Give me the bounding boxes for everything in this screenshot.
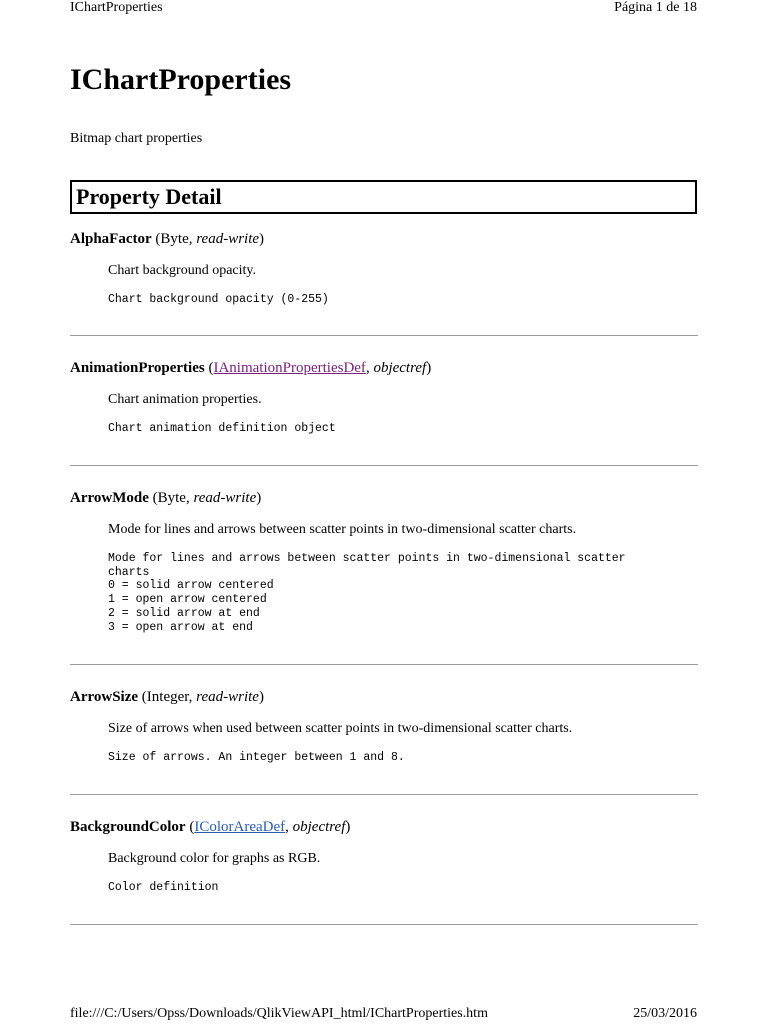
property-description: Size of arrows when used between scatter points in two-dimensional scatter charts.	[108, 721, 573, 736]
property-heading: AnimationProperties (IAnimationPropertiesDef, objectref)	[70, 360, 432, 376]
property-name: AnimationProperties	[70, 360, 205, 376]
property-type: Byte	[157, 490, 186, 506]
property-description: Background color for graphs as RGB.	[108, 851, 321, 866]
property-heading: BackgroundColor (IColorAreaDef, objectref)	[70, 819, 351, 835]
property-code: Mode for lines and arrows between scatter points in two-dimensional scatter charts 0 = solid arrow centered 1 = open arrow centered 2 = solid arrow at end 3 = open arrow at end	[108, 552, 626, 634]
property-heading: AlphaFactor (Byte, read-write)	[70, 231, 265, 247]
property-access: objectref	[292, 819, 346, 835]
property-access: read-write	[196, 689, 259, 705]
divider	[70, 794, 698, 795]
property-type-link[interactable]: IAnimationPropertiesDef	[213, 360, 366, 376]
property-access: read-write	[193, 490, 257, 506]
page-subtitle: Bitmap chart properties	[70, 131, 203, 146]
property-access: objectref	[373, 360, 427, 376]
property-code: Chart background opacity (0-255)	[108, 293, 329, 306]
header-doc-name: IChartProperties	[70, 0, 163, 15]
property-name: ArrowSize	[70, 689, 139, 705]
footer-date: 25/03/2016	[633, 1006, 697, 1021]
property-arrowmode	[70, 488, 698, 634]
property-description: Chart background opacity.	[108, 263, 256, 278]
property-type: Byte	[160, 231, 189, 247]
header-page-label: Página 1 de 18	[614, 0, 697, 15]
property-description: Mode for lines and arrows between scatter points in two-dimensional scatter charts.	[108, 522, 577, 537]
property-code: Size of arrows. An integer between 1 and 8.	[108, 751, 405, 764]
divider	[70, 335, 698, 336]
property-animationproperties	[70, 358, 698, 436]
property-arrowsize	[70, 687, 698, 765]
property-heading: ArrowSize (Integer, read-write)	[70, 689, 264, 705]
divider	[70, 465, 698, 466]
property-type: Integer	[146, 689, 189, 705]
property-code: Color definition	[108, 881, 219, 894]
footer-file-path: file:///C:/Users/Opss/Downloads/QlikViewAPI_html/IChartProperties.htm	[70, 1006, 488, 1021]
property-name: AlphaFactor	[70, 231, 152, 247]
property-description: Chart animation properties.	[108, 392, 262, 407]
property-heading: ArrowMode (Byte, read-write)	[70, 490, 262, 506]
divider	[70, 924, 698, 925]
divider	[70, 664, 698, 665]
section-header-box	[70, 180, 697, 214]
property-access: read-write	[196, 231, 260, 247]
page-title: IChartProperties	[70, 63, 292, 96]
property-type-link[interactable]: IColorAreaDef	[194, 819, 286, 835]
property-alphafactor	[70, 229, 698, 307]
property-name: ArrowMode	[70, 490, 149, 506]
property-code: Chart animation definition object	[108, 422, 336, 435]
property-name: BackgroundColor	[70, 819, 186, 835]
section-title: Property Detail	[76, 184, 222, 209]
property-backgroundcolor	[70, 817, 698, 895]
